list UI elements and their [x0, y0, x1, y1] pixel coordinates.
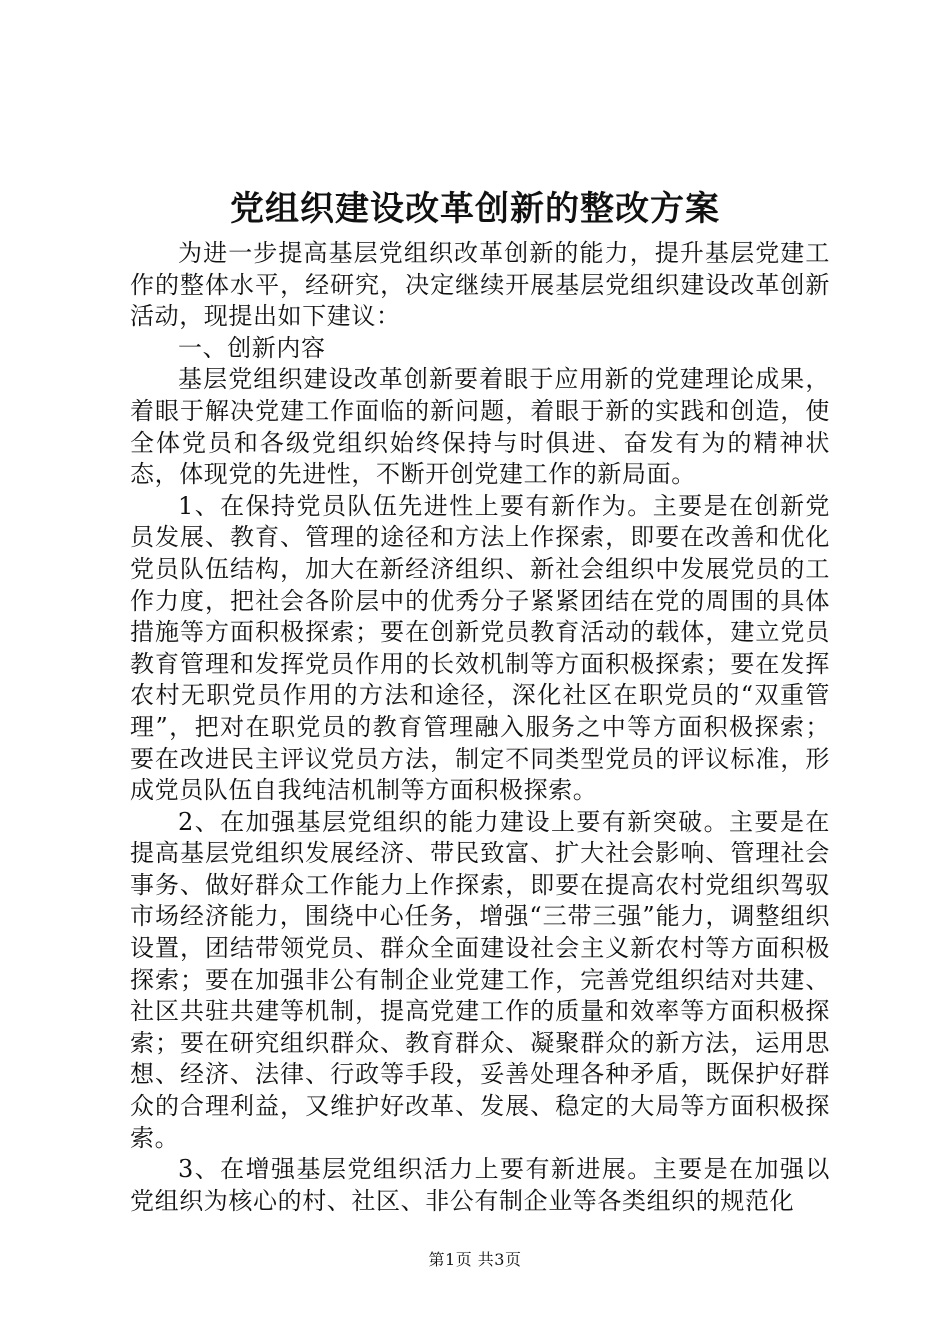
intro-paragraph: 为进一步提高基层党组织改革创新的能力，提升基层党建工作的整体水平，经研究，决定继续开展基层党组织建设改革创新活动，现提出如下建议： [130, 239, 830, 331]
document-title: 党组织建设改革创新的整改方案 [230, 189, 720, 229]
page-number-footer: 第1页 共3页 [428, 1250, 522, 1269]
document-page [130, 180, 830, 1217]
body-paragraph: 3、在增强基层党组织活力上要有新进展。主要是在加强以党组织为核心的村、社区、非公有制企业等各类组织的规范化 [130, 1155, 830, 1215]
body-paragraph: 2、在加强基层党组织的能力建设上要有新突破。主要是在提高基层党组织发展经济、带民致富、扩大社会影响、管理社会事务、做好群众工作能力上作探索，即要在提高农村党组织驾驭市场经济能力，围绕中心任务，增强“三带三强”能力，调整组织设置，团结带领党员、群众全面建设社会主义新农村等方面积极探索；要在加强非公有制企业党建工作，完善党组织结对共建、社区共驻共建等机制，提高党建工作的质量和效率等方面积极探索；要在研究组织群众、教育群众、凝聚群众的新方法，运用思想、经济、法律、行政等手段，妥善处理各种矛盾，既保护好群众的合理利益，又维护好改革、发展、稳定的大局等方面积极探索。 [130, 807, 830, 1152]
section-heading: 一、创新内容 [178, 333, 326, 362]
body-paragraph: 1、在保持党员队伍先进性上要有新作为。主要是在创新党员发展、教育、管理的途径和方法上作探索，即要在改善和优化党员队伍结构，加大在新经济组织、新社会组织中发展党员的工作力度，把社会各阶层中的优秀分子紧紧团结在党的周围的具体措施等方面积极探索；要在创新党员教育活动的载体，建立党员教育管理和发挥党员作用的长效机制等方面积极探索；要在发挥农村无职党员作用的方法和途径，深化社区在职党员的“双重管理”，把对在职党员的教育管理融入服务之中等方面积极探索；要在改进民主评议党员方法，制定不同类型党员的评议标准，形成党员队伍自我纯洁机制等方面积极探索。 [130, 491, 830, 805]
body-paragraph: 基层党组织建设改革创新要着眼于应用新的党建理论成果，着眼于解决党建工作面临的新问题，着眼于新的实践和创造，使全体党员和各级党组织始终保持与时俱进、奋发有为的精神状态，体现党的先进性，不断开创党建工作的新局面。 [130, 365, 830, 489]
